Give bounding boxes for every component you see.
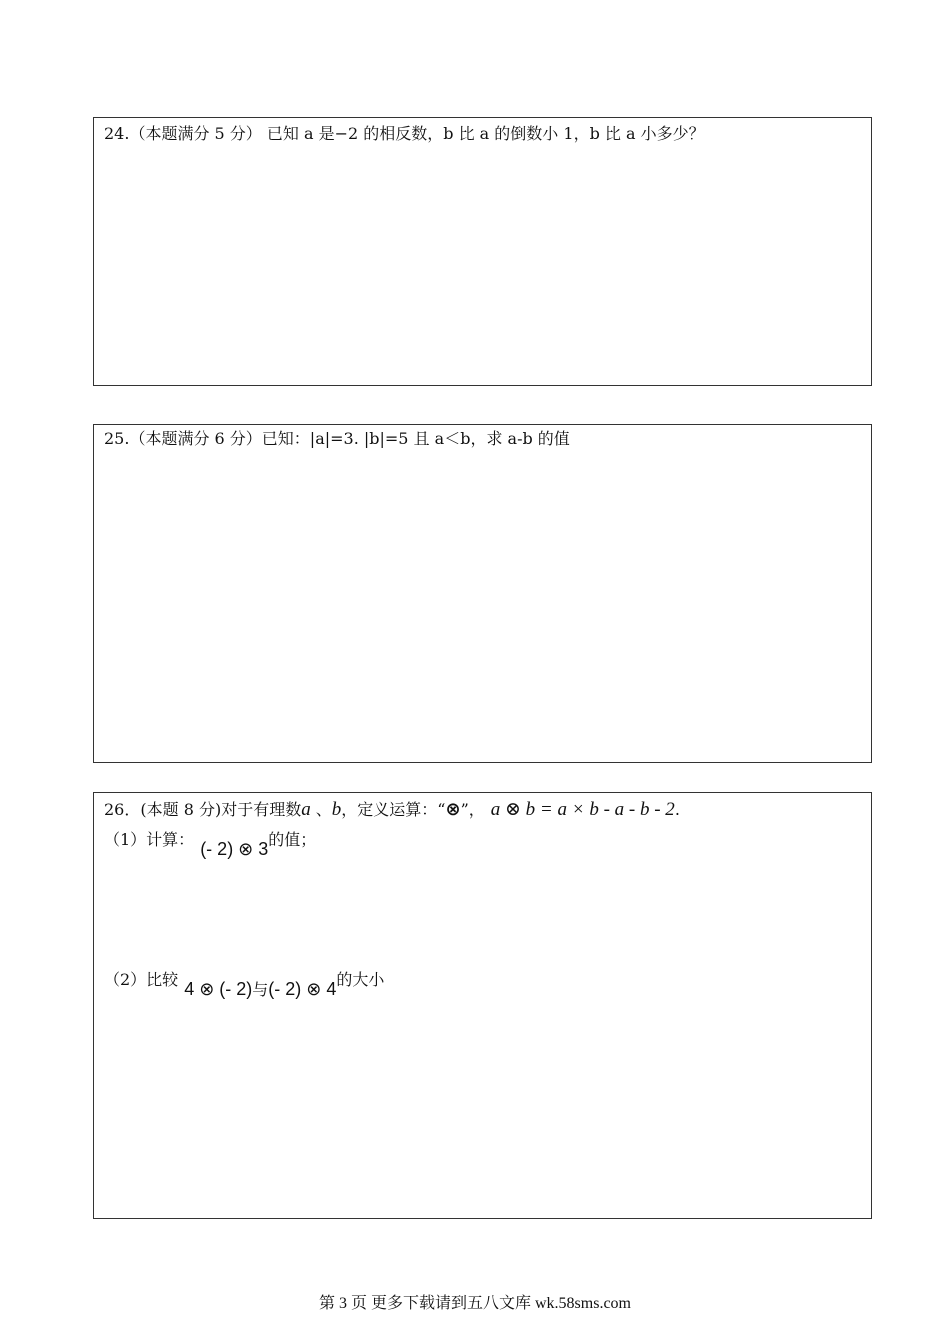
question-26-prefix: 26．(本题 8 分)对于有理数 [104,800,302,819]
formula-end: . [674,800,680,819]
question-25-text: 25.（本题满分 6 分）已知：|a|=3. |b|=5 且 a＜b，求 a-b 的值 [104,429,570,448]
close-quote: ”， [460,800,485,819]
operation-formula: a ⊗ b = a × b - a - b - 2 [490,799,675,820]
part-2-expression-2: (- 2) ⊗ 4 [268,979,337,999]
operator-symbol: ⊗ [445,799,461,819]
variable-b: b [331,799,342,820]
question-26-part-1 [104,829,317,859]
variable-a: a [301,799,311,820]
question-26-box [93,792,872,1219]
question-25-box [93,424,872,763]
part-1-label: （1）计算： [104,830,195,849]
question-26-part-2 [104,969,385,999]
part-2-expression-1: 4 ⊗ (- 2) [184,979,253,999]
definition-text: ，定义运算：“ [341,800,446,819]
question-24-box [93,117,872,386]
question-26-stem [104,799,680,820]
separator: 、 [310,800,332,819]
question-24-text: 24.（本题满分 5 分） 已知 a 是−2 的相反数，b 比 a 的倒数小 1，b 比 a 小多少？ [104,124,705,143]
part-1-expression: (- 2) ⊗ 3 [200,839,269,859]
page-footer: 第 3 页 更多下载请到五八文库 wk.58sms.com [318,1295,631,1312]
part-2-suffix: 的大小 [336,970,385,989]
part-2-label: （2）比较 [104,970,179,989]
part-2-connector: 与 [252,980,269,999]
part-1-suffix: 的值； [268,830,317,849]
